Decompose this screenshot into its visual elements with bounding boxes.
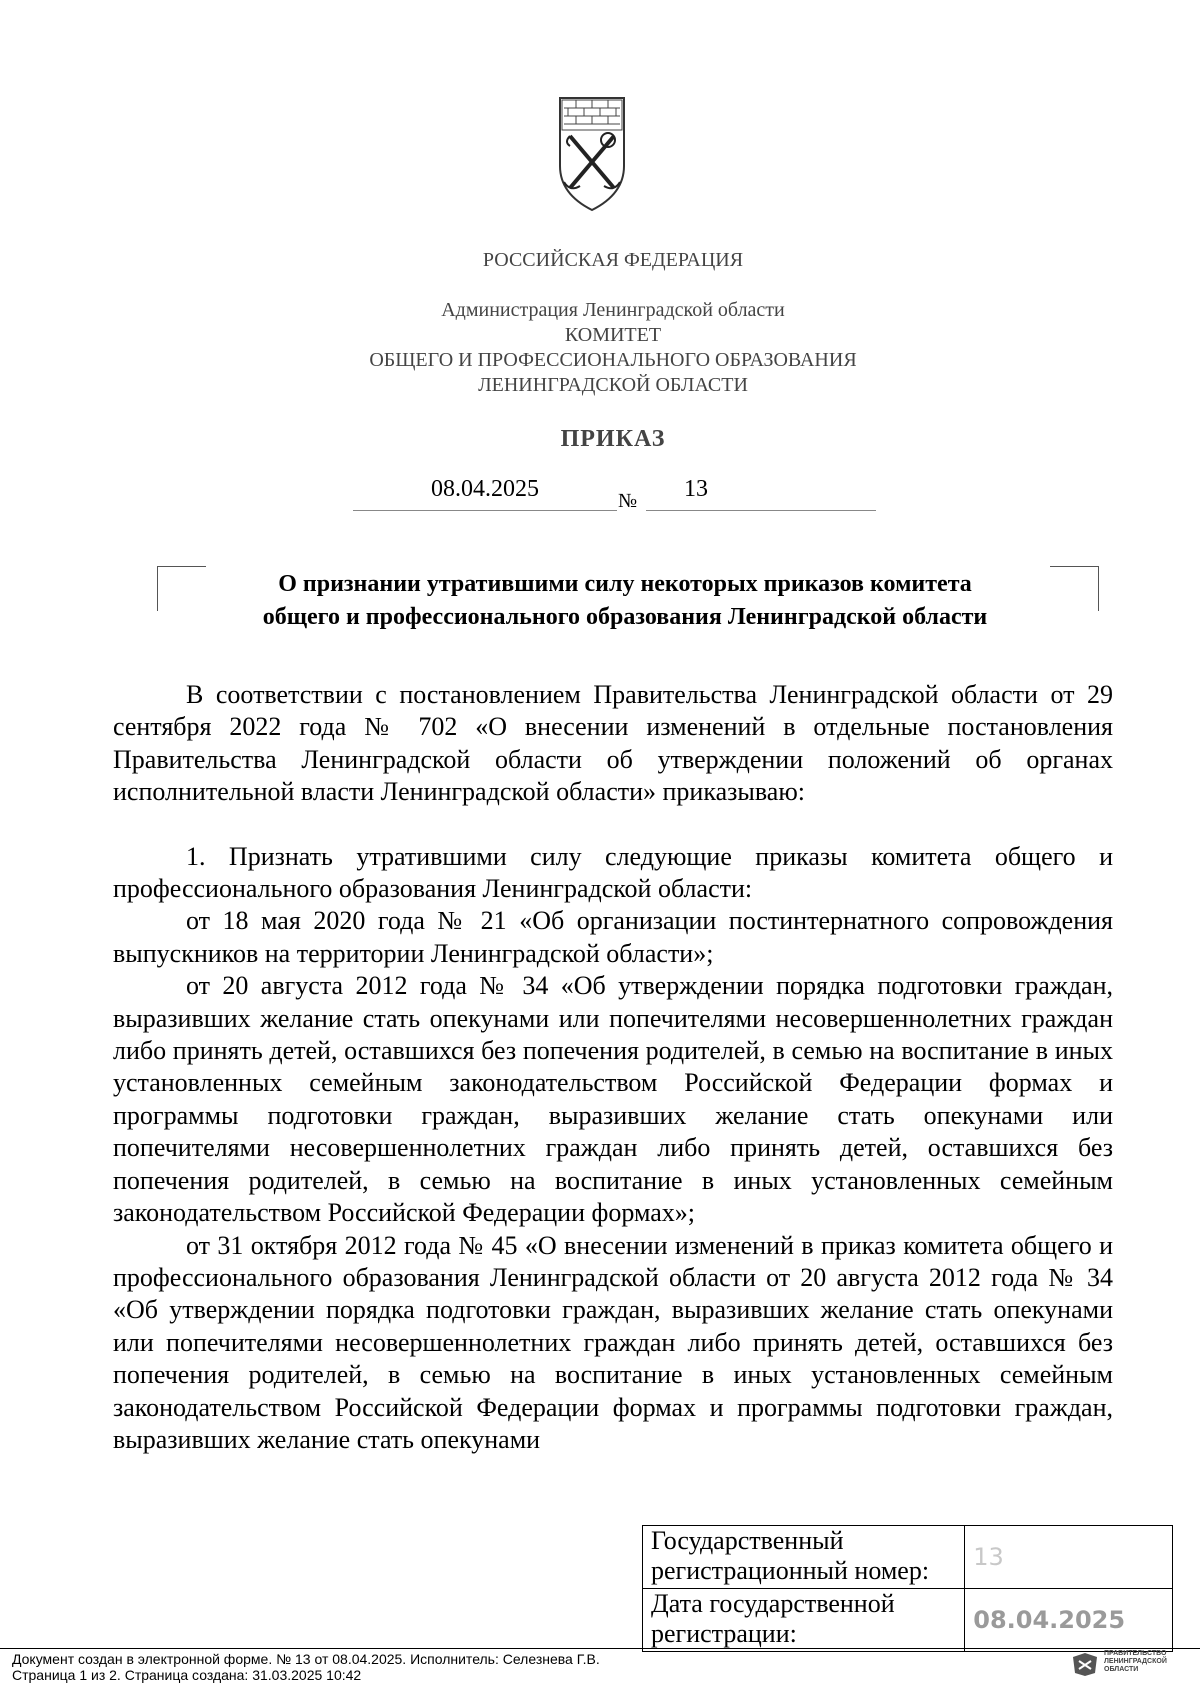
footer-line-2: Страница 1 из 2. Страница создана: 31.03.2025 10:42 — [12, 1667, 362, 1683]
number-sign: № — [618, 490, 638, 512]
paragraph-gap — [113, 809, 1113, 841]
order-number: 13 — [684, 476, 708, 502]
country-name: РОССИЙСКАЯ ФЕДЕРАЦИЯ — [482, 249, 744, 271]
registration-number-label: Государственный регистрационный номер: — [643, 1526, 965, 1589]
department-name: ОБЩЕГО И ПРОФЕССИОНАЛЬНОГО ОБРАЗОВАНИЯ — [369, 349, 857, 371]
order-a-paragraph: от 18 мая 2020 года № 21 «Об организации постинтернатного сопровождения выпускников на территории Ленинградской области»; — [113, 906, 1113, 968]
region-name: ЛЕНИНГРАДСКОЙ ОБЛАСТИ — [478, 374, 748, 396]
order-date: 08.04.2025 — [353, 476, 617, 511]
gov-text-line-2: ЛЕНИНГРАДСКОЙ — [1104, 1658, 1167, 1665]
order-b-paragraph: от 20 августа 2012 года № 34 «Об утверждении порядка подготовки граждан, выразивших желание стать опекунами или попечителями несовершеннолетних граждан либо принять детей, оставшихся без попечения родителей, в семью на воспитание в иных установленных семейным законодательством Российской Федерации формах и программы подготовки граждан, выразивших желание стать опекунами или попечителями несовершеннолетних граждан либо принять детей, оставшихся без попечения родителей, в семью на воспитание в иных установленных семейным законодательством Российской Федерации формах»; — [113, 971, 1113, 1228]
subject-line-2: общего и профессионального образования Ленинградской области — [262, 604, 988, 630]
document-body — [113, 679, 1113, 1456]
registration-number-row — [643, 1526, 1173, 1589]
government-logo-icon — [1071, 1651, 1099, 1677]
footer-divider — [0, 1648, 1200, 1649]
footer-line-1: Документ создан в электронной форме. № 13 от 08.04.2025. Исполнитель: Селезнева Г.В. — [12, 1651, 600, 1667]
registration-table — [642, 1525, 1173, 1652]
item-1-paragraph: 1. Признать утратившими силу следующие приказы комитета общего и профессионального образования Ленинградской области: — [113, 841, 1113, 904]
government-logo-text — [1104, 1650, 1167, 1674]
gov-text-line-1: ПРАВИТЕЛЬСТВО — [1104, 1650, 1167, 1657]
gov-text-line-3: ОБЛАСТИ — [1104, 1666, 1139, 1673]
committee-label: КОМИТЕТ — [564, 324, 662, 346]
order-title: ПРИКАЗ — [560, 426, 666, 452]
footer-info — [12, 1651, 600, 1683]
order-c-paragraph: от 31 октября 2012 года № 45 «О внесении изменений в приказ комитета общего и профессионального образования Ленинградской области от 20 августа 2012 года № 34 «Об утверждении порядка подготовки граждан, выразивших желание стать опекунами или попечителями несовершеннолетних граждан либо принять детей, оставшихся без попечения родителей, в семью на воспитание в иных установленных семейным законодательством Российской Федерации формах и программы подготовки граждан, выразивших желание стать опекунами — [113, 1230, 1113, 1454]
subject-line-1: О признании утратившими силу некоторых приказов комитета — [278, 571, 972, 597]
coat-of-arms-icon — [556, 96, 628, 212]
registration-date-label: Дата государственной регистрации: — [643, 1589, 965, 1652]
registration-number-value: 13 — [965, 1526, 1173, 1589]
registration-date-value: 08.04.2025 — [965, 1589, 1173, 1652]
order-number-field — [646, 476, 876, 511]
order-subject — [160, 568, 1090, 634]
registration-date-row — [643, 1589, 1173, 1652]
administration-name: Администрация Ленинградской области — [441, 299, 785, 321]
preamble-paragraph: В соответствии с постановлением Правительства Ленинградской области от 29 сентября 2022 года № 702 «О внесении изменений в отдельные постановления Правительства Ленинградской области об утверждении положений об органах исполнительной власти Ленинградской области» приказываю: — [113, 680, 1113, 807]
